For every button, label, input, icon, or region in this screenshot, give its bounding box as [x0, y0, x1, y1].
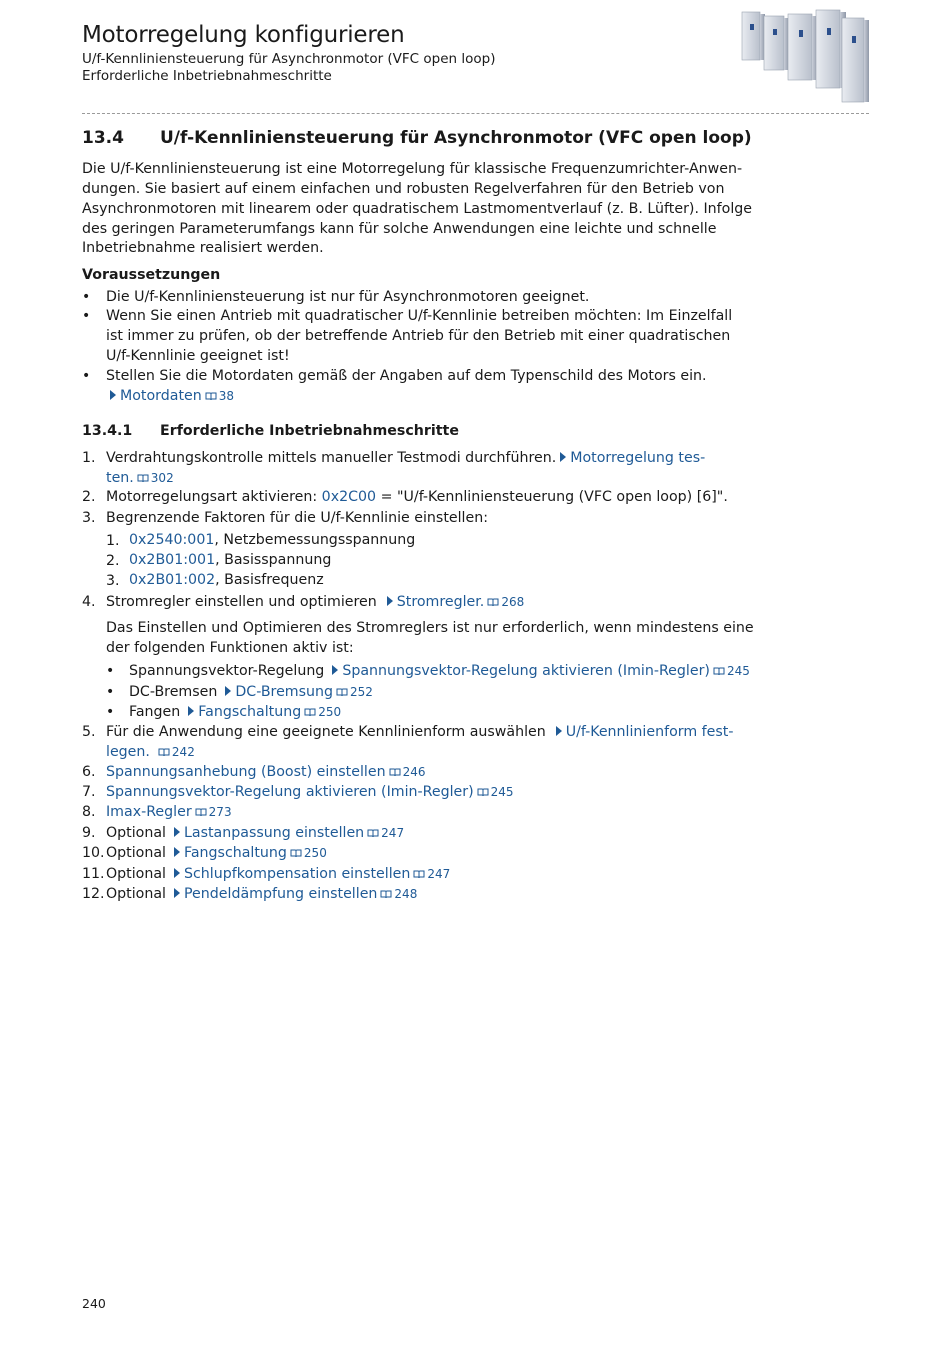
- intro-line: dungen. Sie basiert auf einem einfachen und robusten Regelverfahren für den Betrieb von: [82, 181, 725, 197]
- bullet-icon: •: [82, 368, 91, 384]
- bullet-icon: •: [106, 663, 115, 679]
- book-icon: [205, 392, 217, 401]
- substep-number: 1.: [106, 533, 120, 549]
- step-number: 3.: [82, 510, 96, 526]
- stromregler-link[interactable]: Stromregler.: [396, 594, 485, 610]
- kennlinienform-link-cont[interactable]: legen.: [106, 744, 150, 760]
- step-number: 2.: [82, 489, 96, 505]
- function-item: DC-Bremsen DC-Bremsung 252: [129, 684, 373, 700]
- substep-number: 2.: [106, 553, 120, 569]
- schlupfkompensation-link[interactable]: Schlupfkompensation einstellen: [184, 866, 411, 882]
- bullet-icon: •: [82, 308, 91, 324]
- book-icon: [336, 688, 348, 697]
- step-number: 4.: [82, 594, 96, 610]
- step-number: 10.: [82, 845, 105, 861]
- intro-line: Die U/f-Kennliniensteuerung ist eine Motorregelung für klassische Frequenzumrichter-Anwen-: [82, 161, 743, 177]
- step-number: 6.: [82, 764, 96, 780]
- book-icon: [290, 849, 302, 858]
- intro-line: Inbetriebnahme realisiert werden.: [82, 240, 324, 256]
- section-title: U/f-Kennliniensteuerung für Asynchronmotor (VFC open loop): [160, 128, 752, 148]
- link-arrow-icon: [174, 888, 180, 898]
- link-arrow-icon: [174, 868, 180, 878]
- link-arrow-icon: [387, 596, 393, 606]
- book-icon: [413, 870, 425, 879]
- prerequisite-item-cont: U/f-Kennlinie geeignet ist!: [106, 348, 290, 364]
- subsection-title: Erforderliche Inbetriebnahmeschritte: [160, 423, 459, 439]
- step-2: Motorregelungsart aktivieren: 0x2C00 = "U/f-Kennliniensteuerung (VFC open loop) [6]".: [106, 489, 728, 505]
- bullet-icon: •: [82, 289, 91, 305]
- link-arrow-icon: [332, 665, 338, 675]
- link-arrow-icon: [174, 827, 180, 837]
- intro-line: Asynchronmotoren mit linearem oder quadratischem Lastmomentverlauf (z. B. Lüfter). Infolge: [82, 201, 753, 217]
- section-number: 13.4: [82, 128, 124, 148]
- parameter-link[interactable]: 0x2B01:002: [129, 572, 216, 588]
- parameter-link[interactable]: 0x2540:001: [129, 532, 215, 548]
- prerequisite-item: Stellen Sie die Motordaten gemäß der Angaben auf dem Typenschild des Motors ein.: [106, 368, 707, 384]
- book-icon: [367, 829, 379, 838]
- step-number: 12.: [82, 886, 105, 902]
- inverter-product-image: [738, 4, 870, 108]
- chapter-title: Motorregelung konfigurieren: [82, 22, 405, 48]
- lastanpassung-link[interactable]: Lastanpassung einstellen: [184, 825, 365, 841]
- function-item: Fangen Fangschaltung 250: [129, 704, 342, 720]
- header-divider: [82, 113, 869, 114]
- step-8: Imax-Regler 273: [106, 804, 232, 820]
- fangschaltung-link[interactable]: Fangschaltung: [184, 845, 287, 861]
- spannungsvektor-link[interactable]: Spannungsvektor-Regelung aktivieren (Imin-Regler): [342, 663, 710, 679]
- imax-regler-link[interactable]: Imax-Regler: [106, 804, 192, 820]
- step-number: 11.: [82, 866, 105, 882]
- step-6: Spannungsanhebung (Boost) einstellen 246: [106, 764, 426, 780]
- step-12: Optional Pendeldämpfung einstellen 248: [106, 886, 418, 902]
- step-number: 1.: [82, 450, 96, 466]
- book-icon: [477, 788, 489, 797]
- step-11: Optional Schlupfkompensation einstellen 247: [106, 866, 451, 882]
- step-4-note-cont: der folgenden Funktionen aktiv ist:: [106, 640, 354, 656]
- substep-1: 0x2540:001, Netzbemessungsspannung: [129, 532, 416, 548]
- book-icon: [713, 667, 725, 676]
- prerequisite-item-cont: ist immer zu prüfen, ob der betreffende Antrieb für den Betrieb mit einer quadratischen: [106, 328, 731, 344]
- book-icon: [158, 748, 170, 757]
- pendeldaempfung-link[interactable]: Pendeldämpfung einstellen: [184, 886, 378, 902]
- step-3: Begrenzende Faktoren für die U/f-Kennlinie einstellen:: [106, 510, 488, 526]
- motorregelung-testen-link-cont[interactable]: ten.: [106, 470, 134, 486]
- step-5-cont: legen. 242: [106, 744, 195, 760]
- book-icon: [304, 708, 316, 717]
- prerequisite-item: Die U/f-Kennliniensteuerung ist nur für Asynchronmotoren geeignet.: [106, 289, 590, 305]
- link-arrow-icon: [560, 452, 566, 462]
- book-icon: [137, 474, 149, 483]
- bullet-icon: •: [106, 684, 115, 700]
- bullet-icon: •: [106, 704, 115, 720]
- step-7: Spannungsvektor-Regelung aktivieren (Imin-Regler) 245: [106, 784, 514, 800]
- step-number: 7.: [82, 784, 96, 800]
- step-number: 5.: [82, 724, 96, 740]
- subsection-number: 13.4.1: [82, 423, 133, 439]
- parameter-link-0x2C00[interactable]: 0x2C00: [321, 489, 377, 505]
- header-subtitle-1: U/f-Kennliniensteuerung für Asynchronmotor (VFC open loop): [82, 51, 496, 67]
- kennlinienform-link[interactable]: U/f-Kennlinienform fest-: [565, 724, 734, 740]
- link-arrow-icon: [188, 706, 194, 716]
- motorregelung-testen-link[interactable]: Motorregelung tes-: [570, 450, 706, 466]
- step-10: Optional Fangschaltung 250: [106, 845, 327, 861]
- step-number: 9.: [82, 825, 96, 841]
- substep-2: 0x2B01:001, Basisspannung: [129, 552, 332, 568]
- intro-line: des geringen Parameterumfangs kann für solche Anwendungen eine leichte und schnelle: [82, 221, 717, 237]
- substep-number: 3.: [106, 573, 120, 589]
- boost-link[interactable]: Spannungsanhebung (Boost) einstellen: [106, 764, 386, 780]
- step-4: Stromregler einstellen und optimieren Stromregler. 268: [106, 594, 525, 610]
- fangschaltung-link[interactable]: Fangschaltung: [198, 704, 302, 720]
- parameter-link[interactable]: 0x2B01:001: [129, 552, 216, 568]
- function-item: Spannungsvektor-Regelung Spannungsvektor-Regelung aktivieren (Imin-Regler) 245: [129, 663, 750, 679]
- dc-bremsung-link[interactable]: DC-Bremsung: [235, 684, 334, 700]
- prerequisites-heading: Voraussetzungen: [82, 267, 221, 283]
- link-arrow-icon: [174, 847, 180, 857]
- step-number: 8.: [82, 804, 96, 820]
- header-subtitle-2: Erforderliche Inbetriebnahmeschritte: [82, 68, 332, 84]
- book-icon: [389, 768, 401, 777]
- step-9: Optional Lastanpassung einstellen 247: [106, 825, 405, 841]
- step-5: Für die Anwendung eine geeignete Kennlinienform auswählen U/f-Kennlinienform fest-: [106, 724, 734, 740]
- step-4-note: Das Einstellen und Optimieren des Stromreglers ist nur erforderlich, wenn mindestens eine: [106, 620, 754, 636]
- book-icon: [380, 890, 392, 899]
- step-1: Verdrahtungskontrolle mittels manueller Testmodi durchführen. Motorregelung tes-: [106, 450, 706, 466]
- link-arrow-icon: [110, 390, 116, 400]
- book-icon: [195, 808, 207, 817]
- link-arrow-icon: [225, 686, 231, 696]
- step-1-cont: ten. 302: [106, 470, 174, 486]
- imin-regler-link[interactable]: Spannungsvektor-Regelung aktivieren (Imin-Regler): [106, 784, 474, 800]
- motordaten-link[interactable]: Motordaten 38: [106, 386, 234, 406]
- book-icon: [487, 598, 499, 607]
- page-number: 240: [82, 1296, 106, 1311]
- prerequisite-item: Wenn Sie einen Antrieb mit quadratischer U/f-Kennlinie betreiben möchten: Im Einzelfall: [106, 308, 733, 324]
- substep-3: 0x2B01:002, Basisfrequenz: [129, 572, 324, 588]
- link-arrow-icon: [556, 726, 562, 736]
